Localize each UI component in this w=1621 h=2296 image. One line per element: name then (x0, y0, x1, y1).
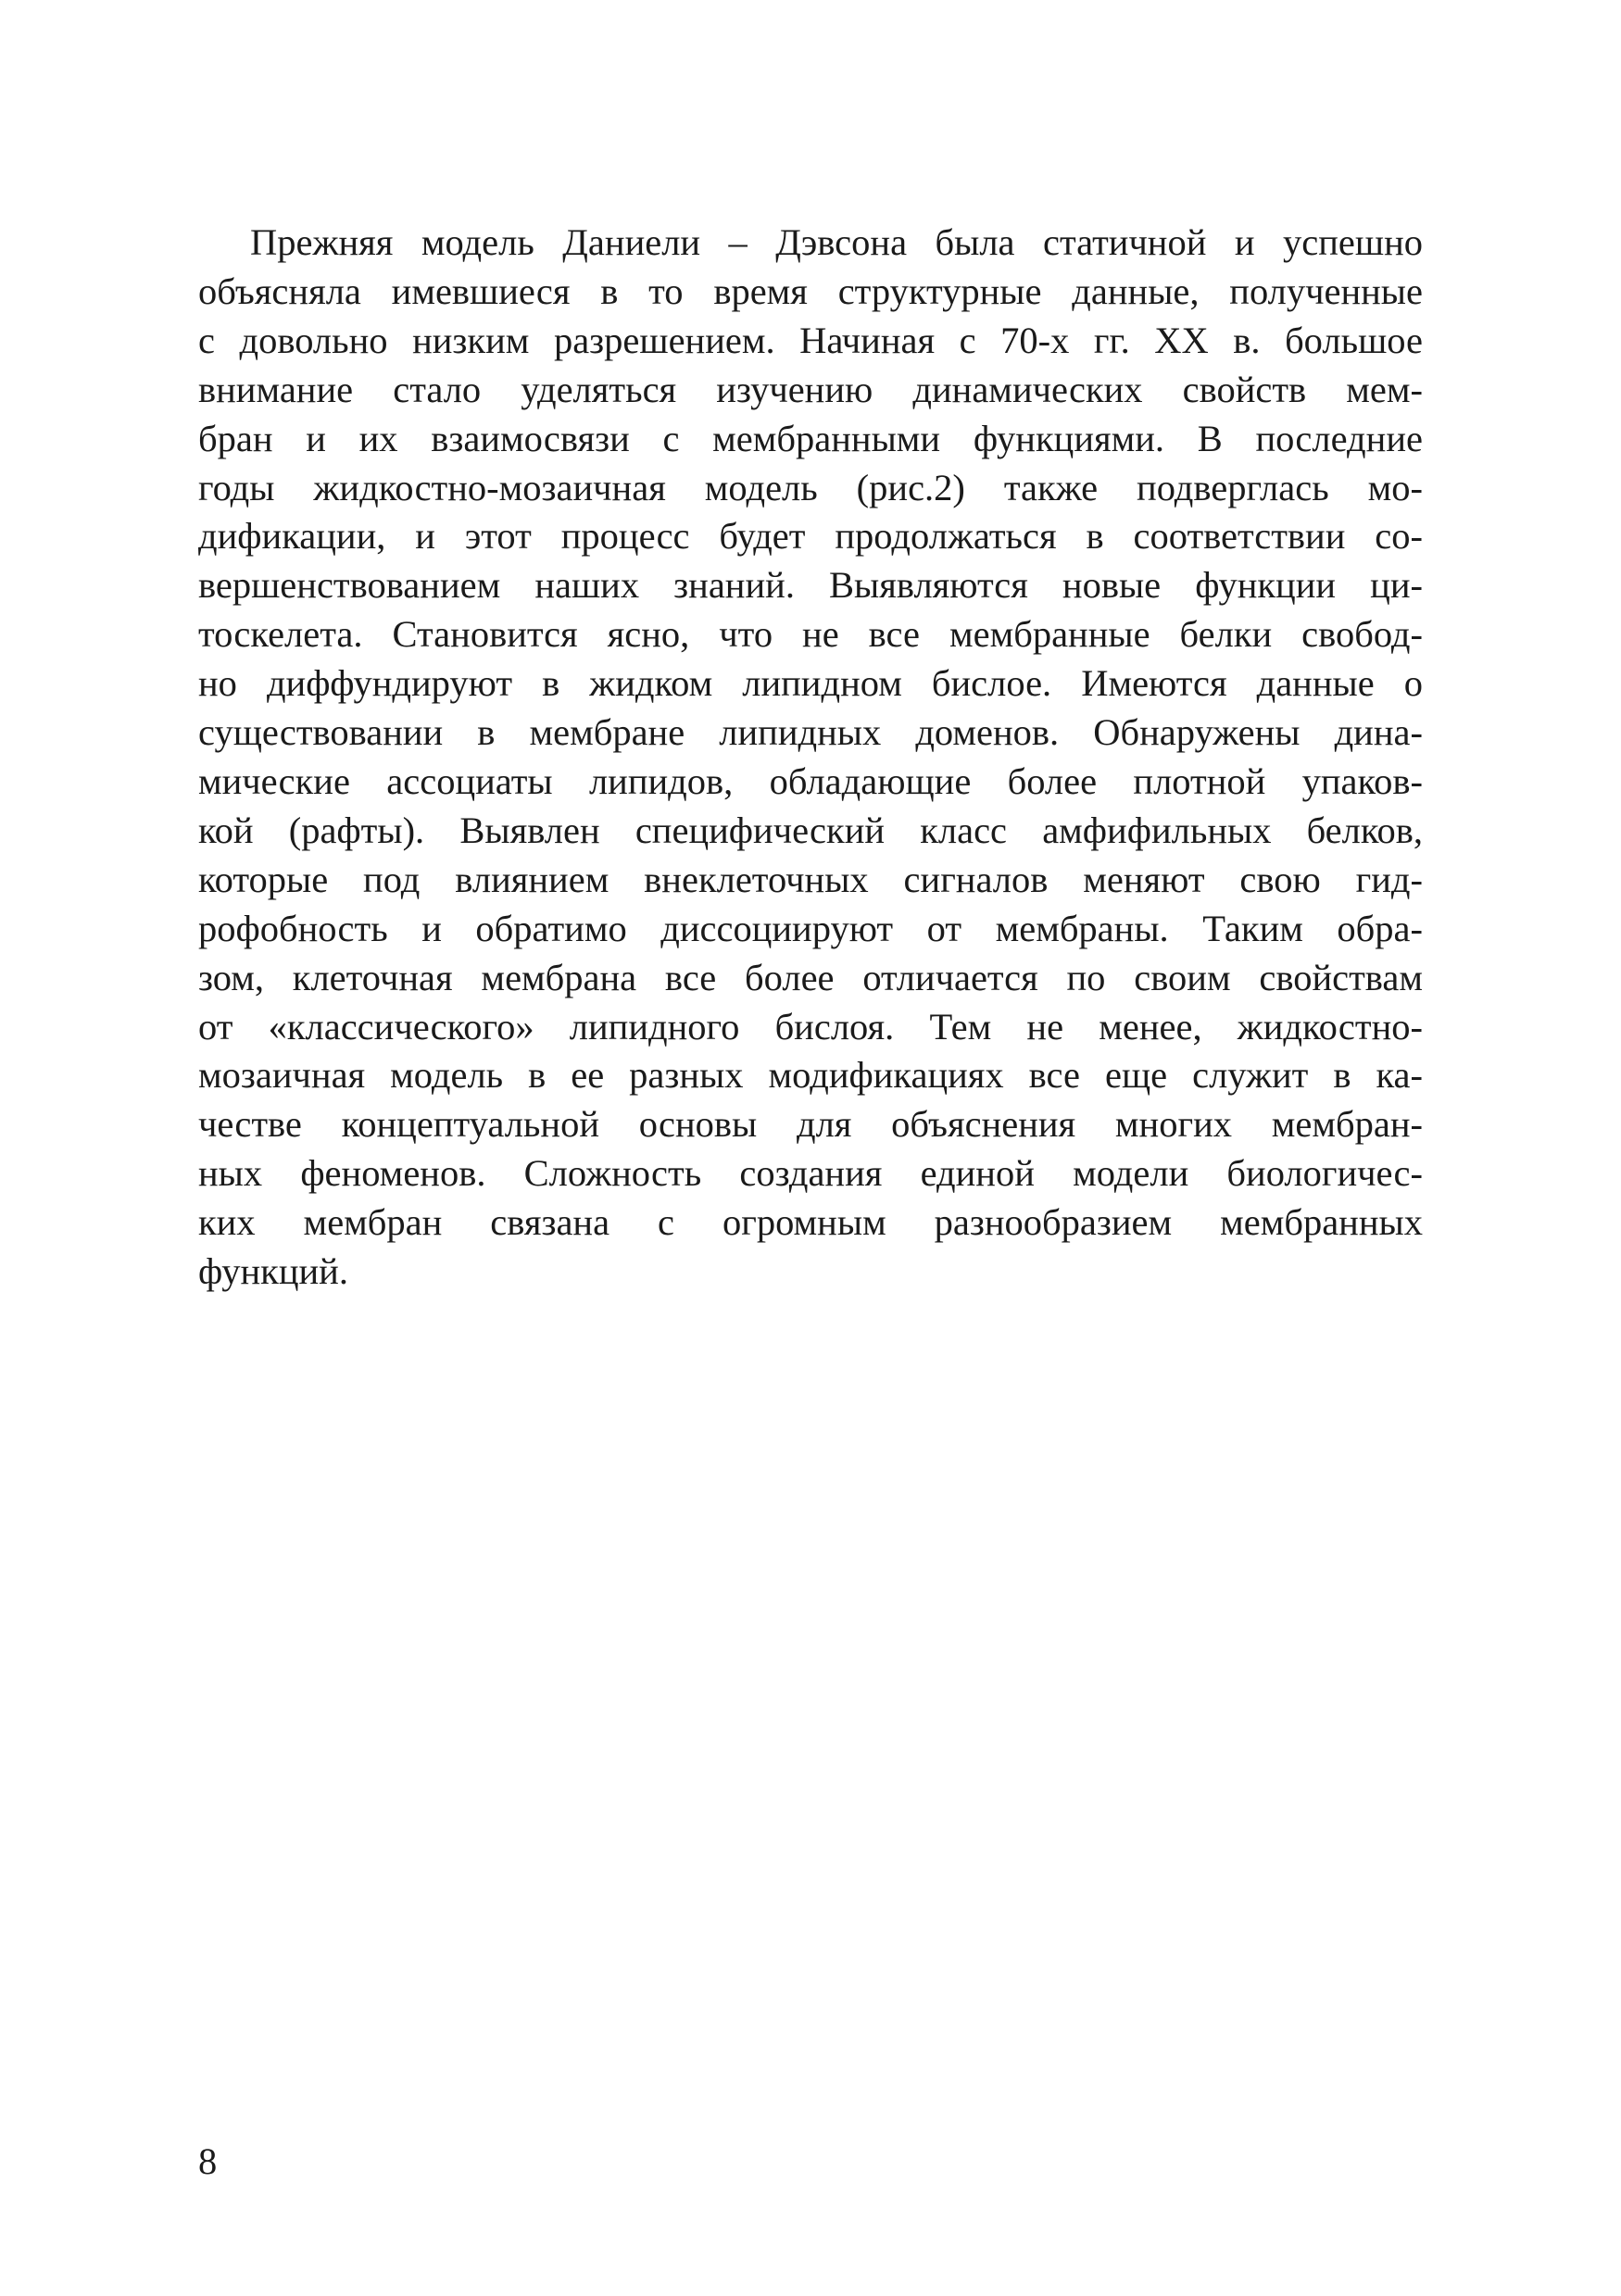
paragraph-line: но диффундируют в жидком липидном бислое. Имеются данные о (198, 662, 1423, 705)
paragraph-line: с довольно низким разрешением. Начиная с 70-х гг. XX в. большое (198, 319, 1423, 361)
paragraph-line: честве концептуальной основы для объяснения многих мембран- (198, 1103, 1423, 1146)
page-number: 8 (198, 2140, 218, 2182)
paragraph-line: которые под влиянием внеклеточных сигналов меняют свою гид- (198, 858, 1423, 900)
paragraph-line: внимание стало уделяться изучению динамических свойств мем- (198, 368, 1423, 410)
paragraph-line: дификации, и этот процесс будет продолжаться в соответствии со- (198, 515, 1423, 558)
paragraph-line: ных феноменов. Сложность создания единой модели биологичес- (198, 1152, 1423, 1195)
paragraph-line: вершенствованием наших знаний. Выявляются новые функции ци- (198, 564, 1423, 607)
paragraph-line: от «классического» липидного бислоя. Тем не менее, жидкостно- (198, 1005, 1423, 1048)
paragraph-line: Прежняя модель Даниели – Дэвсона была статичной и успешно (250, 221, 1423, 263)
paragraph-line: зом, клеточная мембрана все более отличается по своим свойствам (198, 956, 1423, 998)
paragraph-line: кой (рафты). Выявлен специфический класс амфифильных белков, (198, 809, 1423, 851)
paragraph-line: объясняла имевшиеся в то время структурные данные, полученные (198, 270, 1423, 312)
body-paragraph (198, 219, 1423, 1297)
paragraph-line: функций. (198, 1250, 348, 1293)
paragraph-line: тоскелета. Становится ясно, что не все мембранные белки свобод- (198, 613, 1423, 656)
paragraph-line: бран и их взаимосвязи с мембранными функциями. В последние (198, 417, 1423, 459)
paragraph-line: рофобность и обратимо диссоциируют от мембраны. Таким обра- (198, 907, 1423, 949)
paragraph-line: существовании в мембране липидных доменов. Обнаружены дина- (198, 711, 1423, 754)
paragraph-line: ких мембран связана с огромным разнообразием мембранных (198, 1201, 1423, 1244)
paragraph-line: годы жидкостно-мозаичная модель (рис.2) также подверглась мо- (198, 466, 1423, 508)
paragraph-line: мозаичная модель в ее разных модификациях все еще служит в ка- (198, 1054, 1423, 1097)
paragraph-line: мические ассоциаты липидов, обладающие более плотной упаков- (198, 759, 1423, 802)
